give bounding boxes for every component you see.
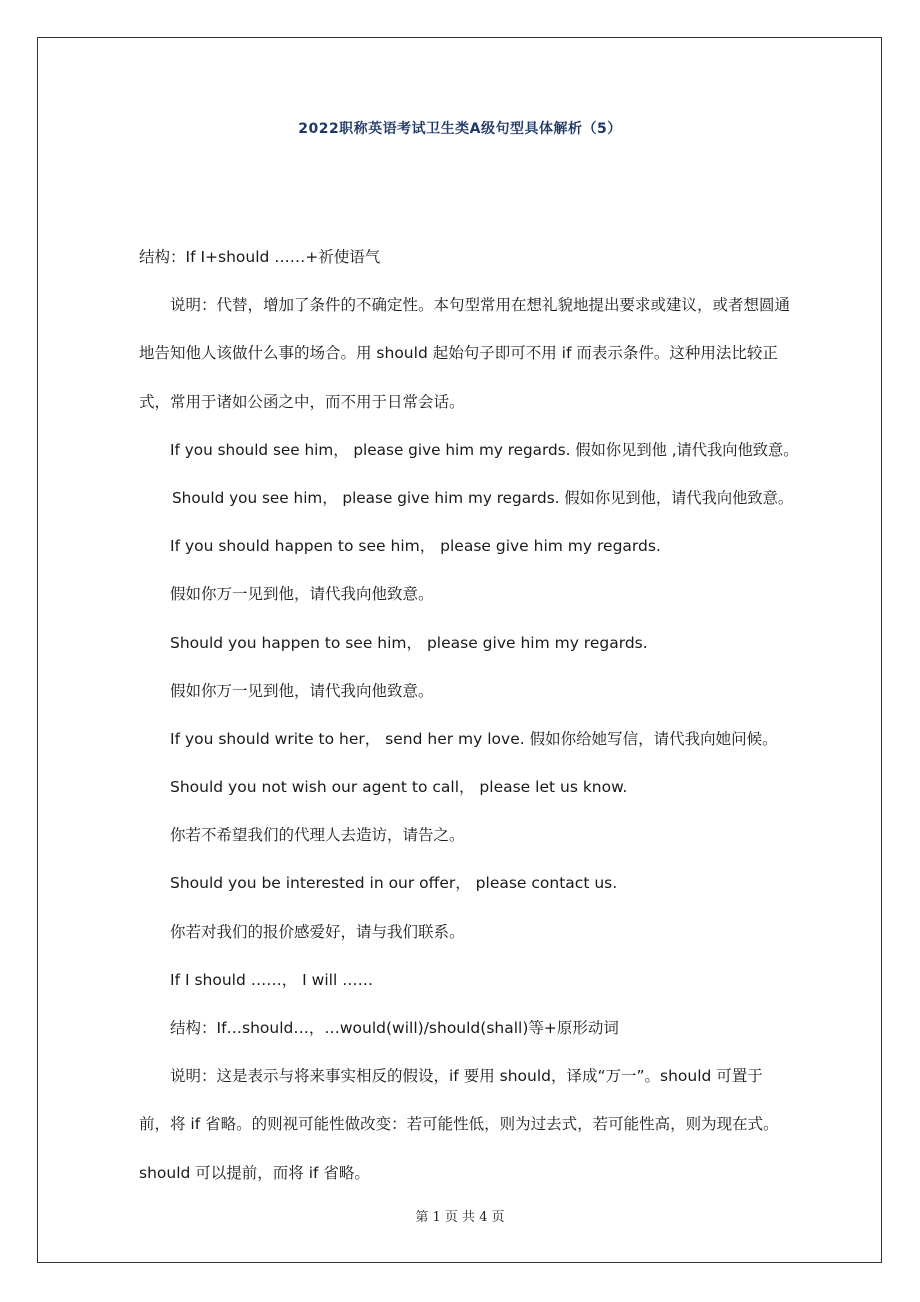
example-line-9: 你若不希望我们的代理人去造访，请告之。 xyxy=(170,826,465,844)
example-line-3: If you should happen to see him， please give him my regards. xyxy=(170,537,661,555)
example-line-6: 假如你万一见到他，请代我向他致意。 xyxy=(170,682,434,700)
page-number-footer: 第 1 页 共 4 页 xyxy=(415,1210,505,1225)
explanation-line-2: 地告知他人该做什么事的场合。用 should 起始句子即可不用 if 而表示条件。这种用法比较正 xyxy=(139,344,778,362)
example-line-4: 假如你万一见到他，请代我向他致意。 xyxy=(170,585,434,603)
example-line-7: If you should write to her， send her my love. 假如你给她写信，请代我向她问候。 xyxy=(170,730,778,748)
pattern-heading: If I should ……， I will …… xyxy=(170,971,374,989)
structure-line-1: 结构：If I+should ……+祈使语气 xyxy=(139,248,381,266)
example-line-10: Should you be interested in our offer， please contact us. xyxy=(170,874,618,892)
explanation2-line-1: 说明：这是表示与将来事实相反的假设，if 要用 should，译成“万一”。should 可置于 xyxy=(170,1067,763,1085)
example-line-8: Should you not wish our agent to call， please let us know. xyxy=(170,778,628,796)
explanation-line-3: 式，常用于诸如公函之中，而不用于日常会话。 xyxy=(139,393,465,411)
structure-line-2: 结构：If…should…，…would(will)/should(shall)等+原形动词 xyxy=(170,1019,619,1037)
page-title: 2022职称英语考试卫生类A级句型具体解析（5） xyxy=(298,121,622,137)
example-line-11: 你若对我们的报价感爱好，请与我们联系。 xyxy=(170,923,465,941)
explanation-line-1: 说明：代替，增加了条件的不确定性。本句型常用在想礼貌地提出要求或建议，或者想圆通 xyxy=(170,296,791,314)
explanation2-line-2: 前，将 if 省略。的则视可能性做改变：若可能性低，则为过去式，若可能性高，则为现在式。 xyxy=(139,1115,779,1133)
example-line-5: Should you happen to see him， please give him my regards. xyxy=(170,634,648,652)
example-line-1: If you should see him， please give him my regards. 假如你见到他 ,请代我向他致意。 xyxy=(170,441,799,459)
example-line-2: Should you see him， please give him my regards. 假如你见到他，请代我向他致意。 xyxy=(172,489,794,507)
explanation2-line-3: should 可以提前，而将 if 省略。 xyxy=(139,1164,370,1182)
